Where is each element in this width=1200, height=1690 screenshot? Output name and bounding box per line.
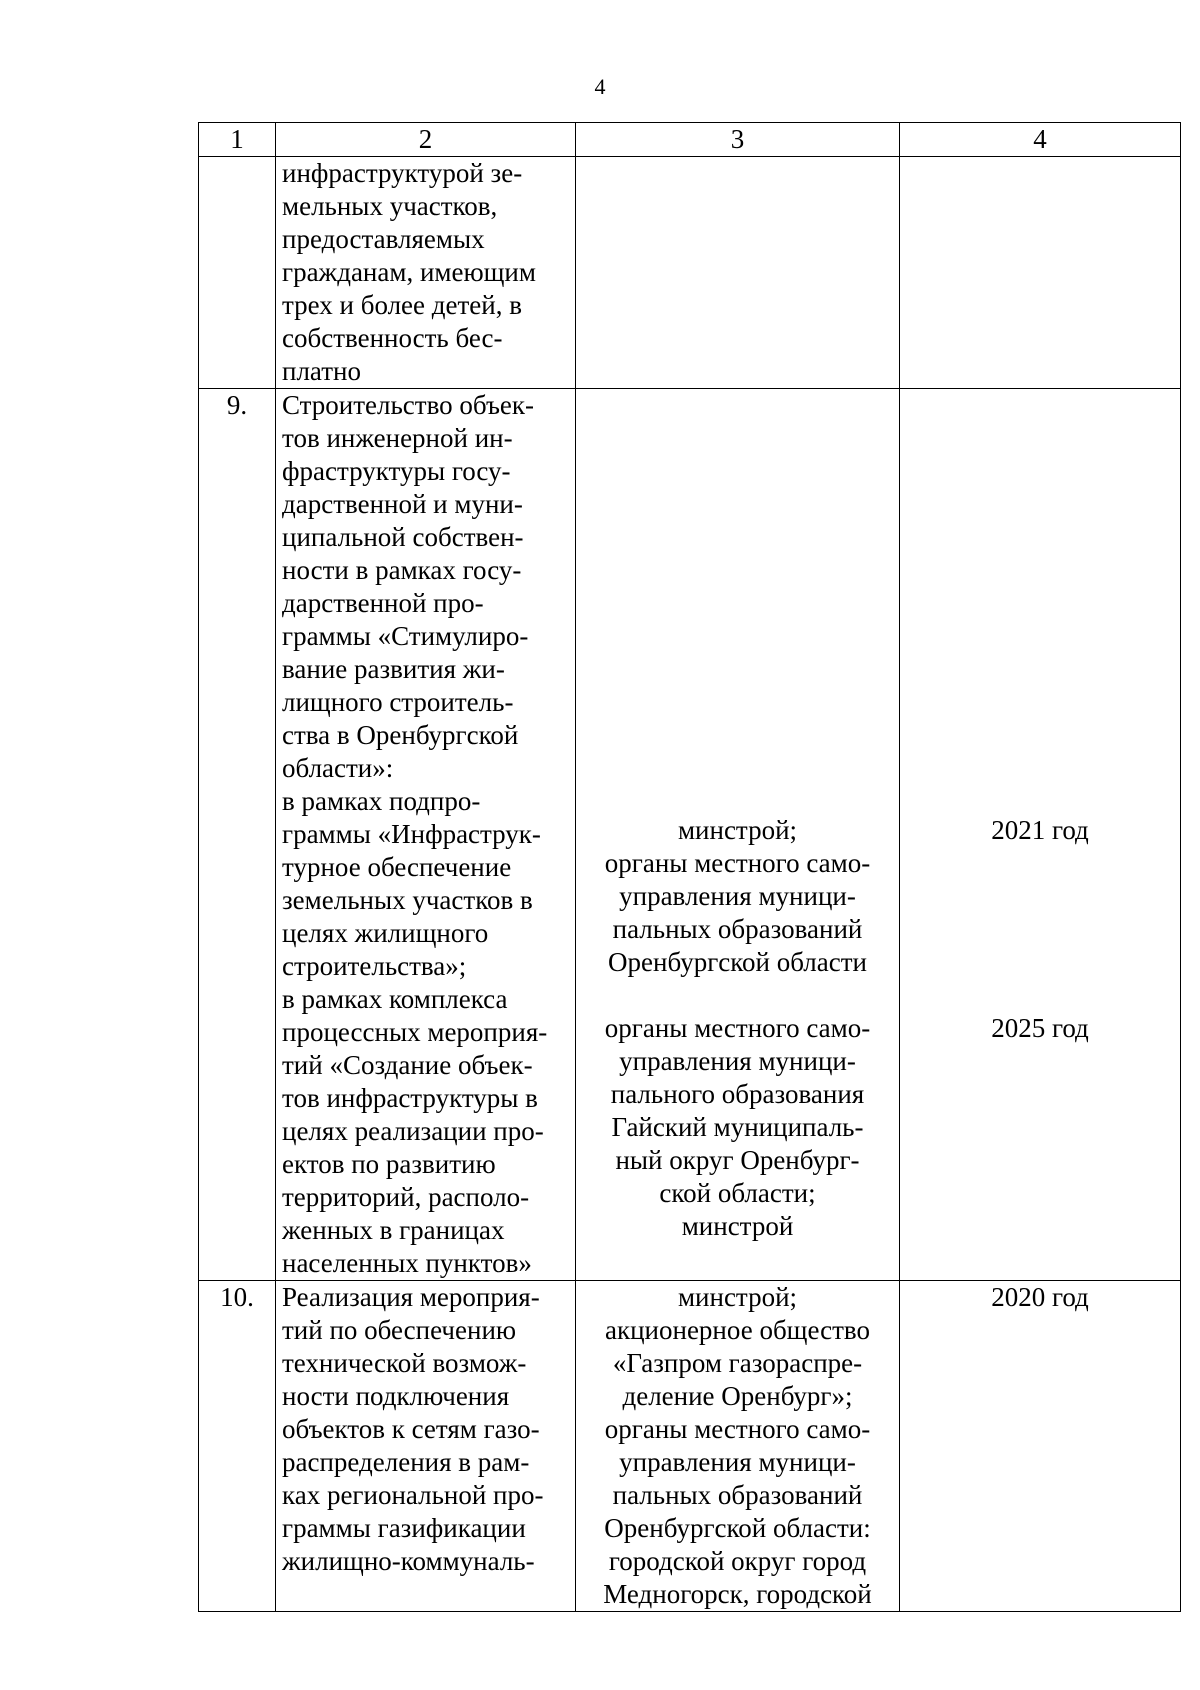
executor-cell (576, 389, 900, 1281)
executor-text: органы местного само- управления муници- пального образования Гайский муниципаль- ный округ Оренбург- ской области; минстрой (604, 1013, 871, 1241)
table-header-row (199, 123, 1181, 157)
deadline-text: 2020 год (991, 1282, 1089, 1312)
executor-text: минстрой; акционерное общество «Газпром газораспре- деление Оренбург»; органы местного само- управления муници- пальных образований Оренбургской области: городской округ город Медногорск, городской (603, 1282, 872, 1609)
table-row (199, 389, 1181, 1281)
table-row (199, 157, 1181, 389)
deadline-cell (900, 389, 1181, 1281)
executor-cell (576, 1281, 900, 1612)
measure-text: Строительство объек- тов инженерной ин- фраструктуры госу- дарственной и муни- ципальной собствен- ности в рамках госу- дарственной про- граммы «Стимулиро- вание развития жи- лищного строитель- ства в Оренбургской области»: в рамках подпро- граммы «Инфраструк- турное обеспечение земельных участков в целях жилищного строительства»; в рамках комплекса процессных мероприя- тий «Создание объек- тов инфраструктуры в целях реализации про- ектов по развитию территорий, располо- женных в границах населенных пунктов» (276, 389, 576, 1281)
spacer (906, 389, 1174, 814)
executor-cell (576, 157, 900, 389)
row-number (199, 157, 276, 389)
row-number: 10. (199, 1281, 276, 1612)
measure-text: Реализация мероприя- тий по обеспечению технической возмож- ности подключения объектов к сетям газо- распределения в рам- ках региональной про- граммы газификации жилищно-коммуналь- (276, 1281, 576, 1612)
header-col-2: 2 (276, 123, 576, 157)
measure-text: инфраструктурой зе- мельных участков, предоставляемых гражданам, имеющим трех и более детей, в собственность бес- платно (276, 157, 576, 389)
spacer (582, 389, 893, 814)
spacer (906, 847, 1174, 1012)
executor-text: минстрой; органы местного само- управления муници- пальных образований Оренбургской области (604, 815, 871, 977)
deadline-text: 2021 год (991, 815, 1089, 845)
header-col-3: 3 (576, 123, 900, 157)
table-row (199, 1281, 1181, 1612)
deadline-cell (900, 157, 1181, 389)
row-number: 9. (199, 389, 276, 1281)
measures-table (198, 122, 1181, 1612)
spacer (582, 979, 893, 1012)
header-col-1: 1 (199, 123, 276, 157)
deadline-text: 2025 год (991, 1013, 1089, 1043)
page-number: 4 (594, 74, 606, 99)
header-col-4: 4 (900, 123, 1181, 157)
deadline-cell (900, 1281, 1181, 1612)
